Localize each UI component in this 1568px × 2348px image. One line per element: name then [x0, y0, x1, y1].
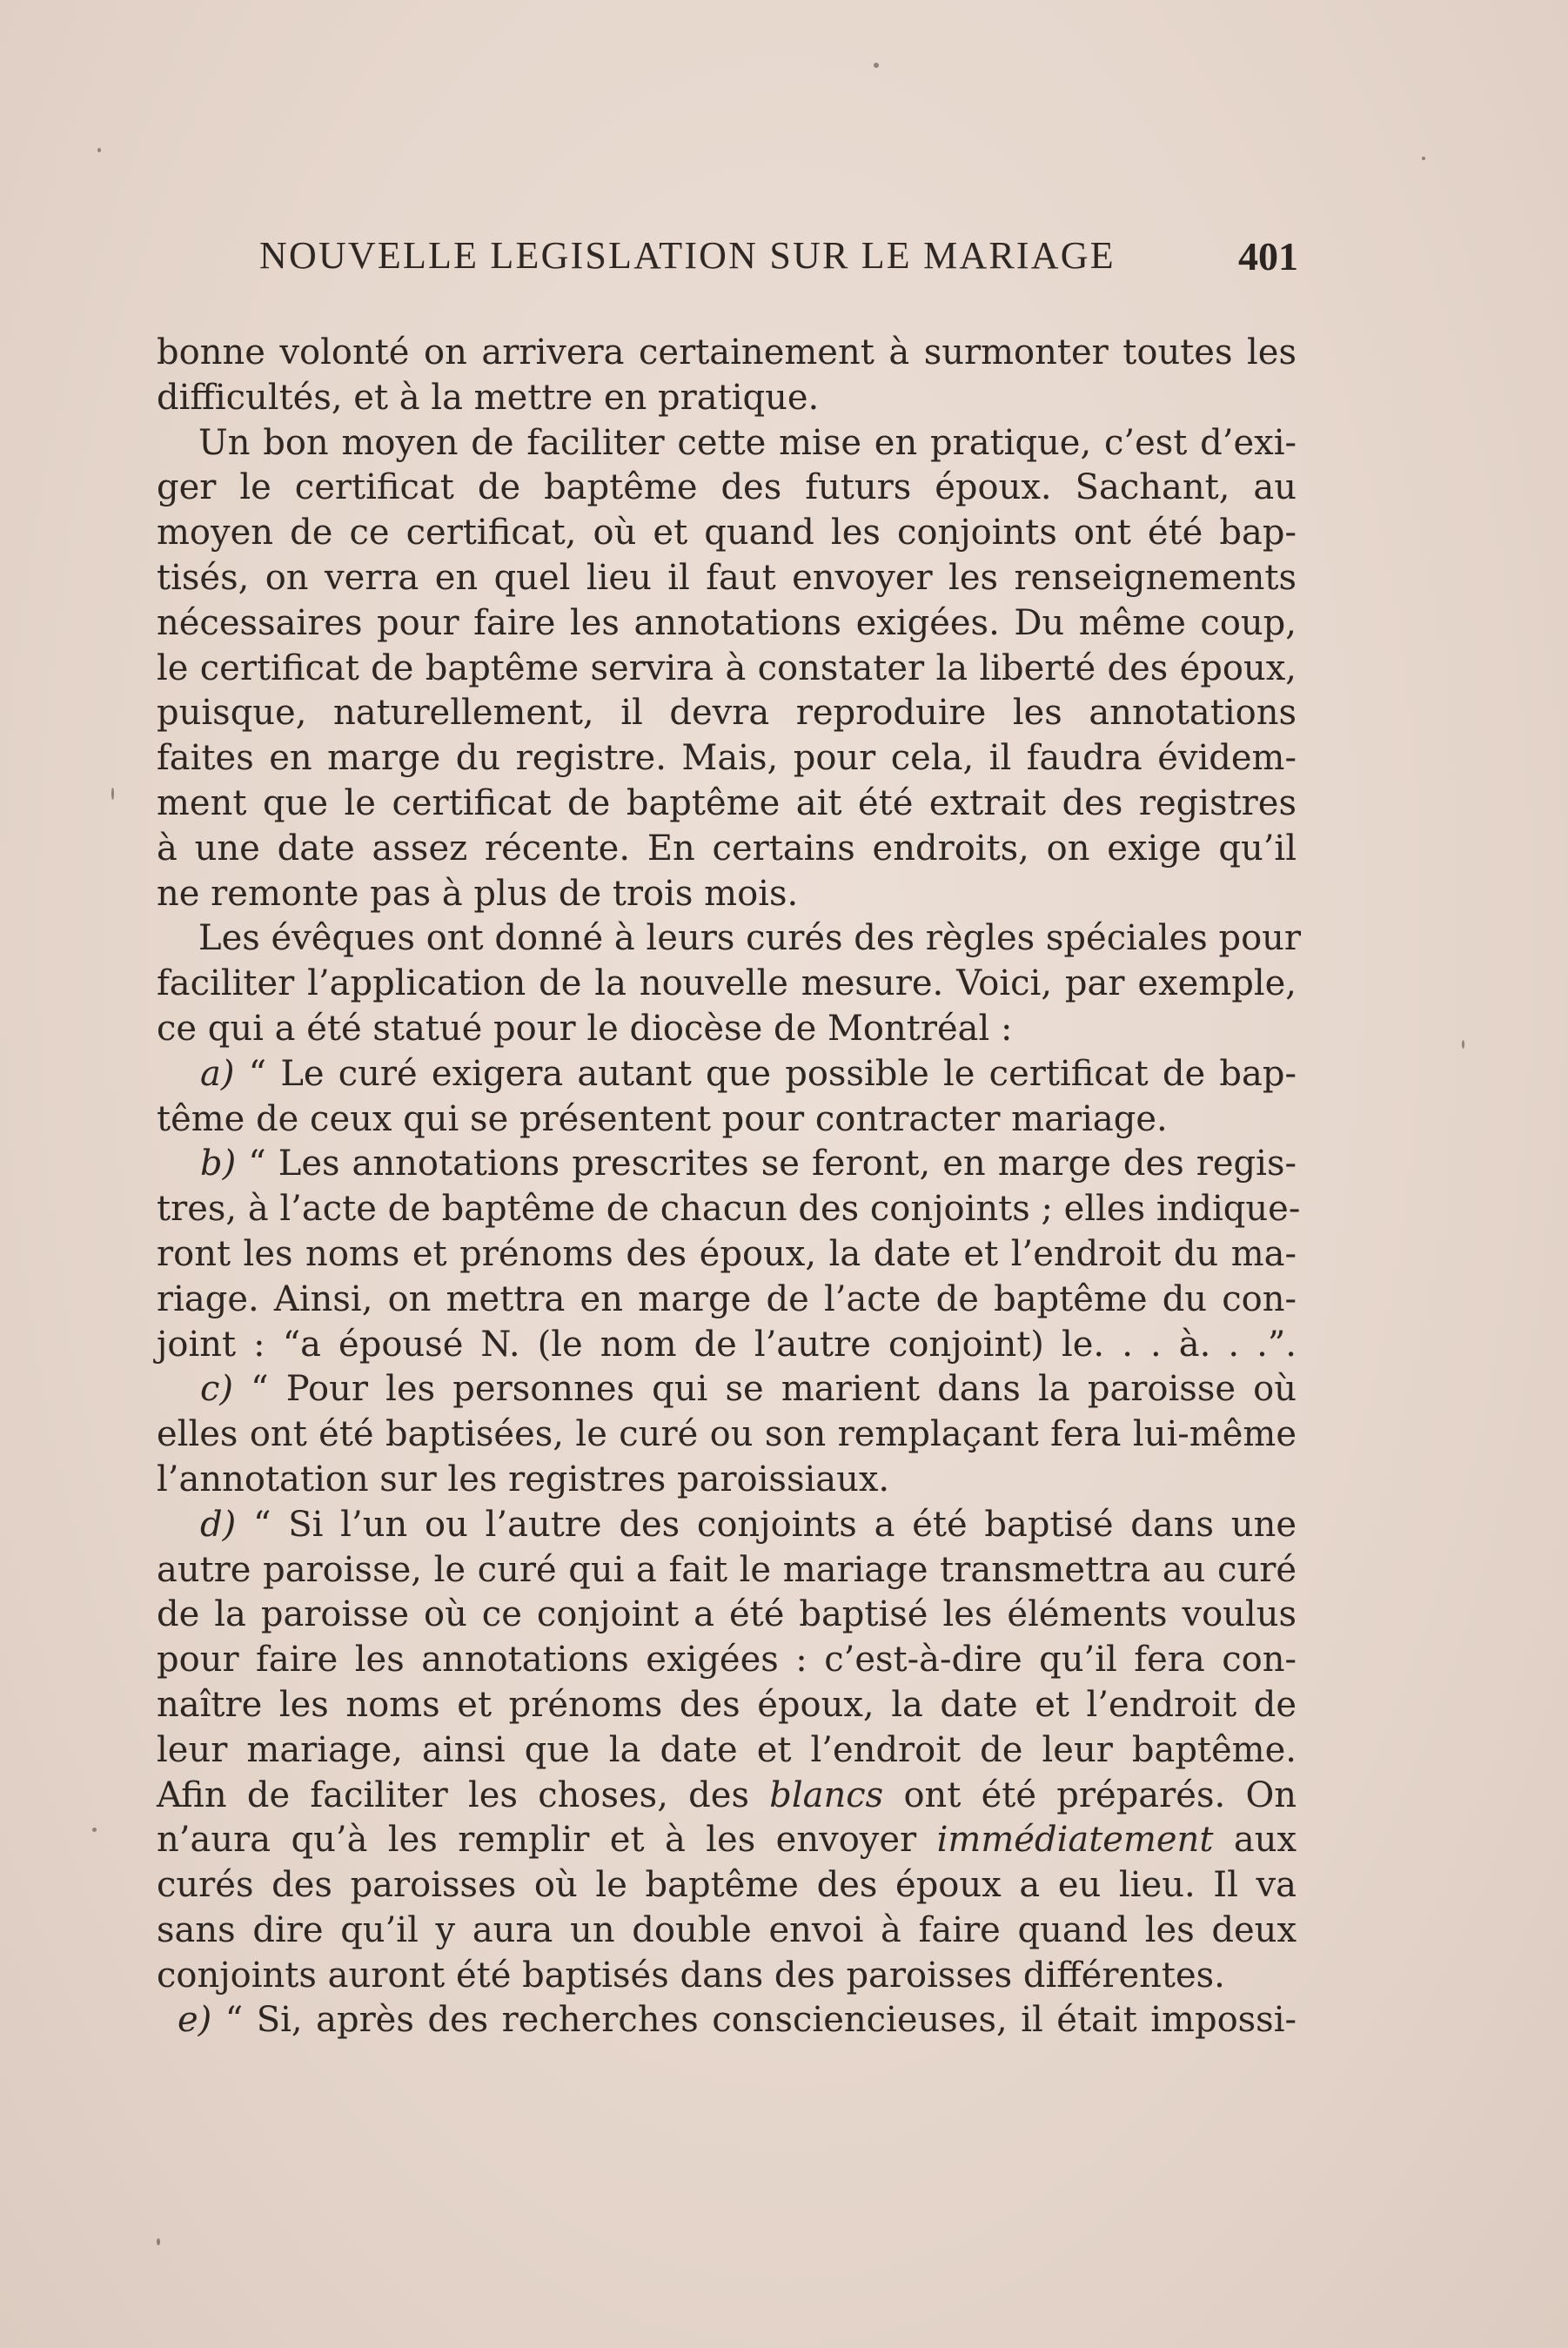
- paper-speck: [92, 1828, 97, 1832]
- running-title: NOUVELLE LEGISLATION SUR LE MARIAGE: [259, 234, 1116, 277]
- text-fragment: n’aura qu’à les remplir et à les envoyer: [157, 1820, 917, 1861]
- page-header: [259, 233, 1303, 294]
- emphasis-blancs: blancs: [769, 1774, 884, 1815]
- text-line: ront les noms et prénoms des époux, la date et l’endroit du ma-: [157, 1233, 1297, 1274]
- item-marker-c: c): [200, 1369, 234, 1410]
- item-marker-a: a): [200, 1053, 235, 1094]
- body-text: [157, 331, 1302, 2043]
- item-marker-d: d): [200, 1504, 237, 1545]
- text-line: faciliter l’application de la nouvelle mesure. Voici, par exemple,: [157, 963, 1297, 1004]
- text-line: naître les noms et prénoms des époux, la date et l’endroit de: [157, 1684, 1297, 1725]
- text-fragment: aux: [1233, 1820, 1297, 1861]
- page-number: 401: [1238, 234, 1298, 278]
- text-line: moyen de ce certificat, où et quand les conjoints ont été bap-: [157, 513, 1297, 553]
- text-line: Un bon moyen de faciliter cette mise en pratique, c’est d’exi-: [198, 422, 1297, 463]
- paper-speck: [97, 148, 101, 152]
- text-line: ne remonte pas à plus de trois mois.: [157, 873, 799, 914]
- paper-speck: [1462, 1040, 1464, 1049]
- text-line: conjoints auront été baptisés dans des paroisses différentes.: [157, 1955, 1225, 1996]
- item-marker-b: b): [200, 1144, 237, 1184]
- text-line: Les évêques ont donné à leurs curés des règles spéciales pour: [198, 918, 1302, 959]
- list-item-b: [157, 1142, 1297, 1187]
- item-text: “ Pour les personnes qui se marient dans la paroisse où: [251, 1369, 1297, 1410]
- text-line: [157, 1818, 1297, 1863]
- text-line: [157, 1774, 1297, 1819]
- paper-speck: [111, 788, 114, 800]
- list-item-a: [157, 1052, 1297, 1097]
- text-line: sans dire qu’il y aura un double envoi à faire quand les deux: [157, 1909, 1297, 1950]
- text-line: l’annotation sur les registres paroissiaux.: [157, 1459, 890, 1499]
- text-line: riage. Ainsi, on mettra en marge de l’acte de baptême du con-: [157, 1278, 1297, 1319]
- text-line: difficultés, et à la mettre en pratique.: [157, 377, 820, 418]
- paper-speck: [157, 2238, 160, 2245]
- item-text: “ Le curé exigera autant que possible le certificat de bap-: [248, 1053, 1297, 1094]
- paper-speck: [1422, 157, 1425, 160]
- text-line: faites en marge du registre. Mais, pour cela, il faudra évidem-: [157, 738, 1297, 779]
- item-text: “ Les annotations prescrites se feront, en marge des regis-: [248, 1144, 1297, 1184]
- text-line: ment que le certificat de baptême ait été extrait des registres: [157, 782, 1297, 823]
- text-line: leur mariage, ainsi que la date et l’endroit de leur baptême.: [157, 1729, 1297, 1770]
- text-line: elles ont été baptisées, le curé ou son remplaçant fera lui-même: [157, 1414, 1297, 1455]
- text-fragment: ont été préparés. On: [903, 1774, 1297, 1815]
- list-item-c: [157, 1367, 1297, 1412]
- paper-speck: [874, 63, 879, 68]
- text-line: pour faire les annotations exigées : c’est-à-dire qu’il fera con-: [157, 1640, 1297, 1680]
- text-line: puisque, naturellement, il devra reproduire les annotations: [157, 693, 1297, 734]
- text-fragment: Afin de faciliter les choses, des: [157, 1774, 749, 1815]
- item-marker-e: e): [178, 2000, 212, 2041]
- item-text: “ Si l’un ou l’autre des conjoints a été baptisé dans une: [253, 1504, 1297, 1545]
- item-text: “ Si, après des recherches consciencieuses, il était impossi-: [224, 2000, 1297, 2041]
- text-line: joint : “a épousé N. (le nom de l’autre conjoint) le. . . à. . .”.: [157, 1324, 1297, 1365]
- text-line: tisés, on verra en quel lieu il faut envoyer les renseignements: [157, 557, 1297, 598]
- emphasis-immediatement: immédiatement: [936, 1820, 1214, 1861]
- list-item-d: [157, 1503, 1297, 1548]
- text-line: à une date assez récente. En certains endroits, on exige qu’il: [157, 828, 1297, 869]
- text-line: le certificat de baptême servira à constater la liberté des époux,: [157, 647, 1297, 688]
- text-line: ce qui a été statué pour le diocèse de Montréal :: [157, 1008, 1013, 1049]
- text-line: nécessaires pour faire les annotations exigées. Du même coup,: [157, 602, 1297, 643]
- text-line: ger le certificat de baptême des futurs époux. Sachant, au: [157, 467, 1297, 508]
- text-line: curés des paroisses où le baptême des époux a eu lieu. Il va: [157, 1865, 1297, 1906]
- text-line: bonne volonté on arrivera certainement à surmonter toutes les: [157, 332, 1297, 372]
- list-item-e: [157, 1998, 1297, 2043]
- text-line: tême de ceux qui se présentent pour contracter mariage.: [157, 1098, 1168, 1139]
- text-line: de la paroisse où ce conjoint a été baptisé les éléments voulus: [157, 1594, 1297, 1635]
- text-line: tres, à l’acte de baptême de chacun des conjoints ; elles indique-: [157, 1189, 1301, 1230]
- text-line: autre paroisse, le curé qui a fait le mariage transmettra au curé: [157, 1549, 1297, 1590]
